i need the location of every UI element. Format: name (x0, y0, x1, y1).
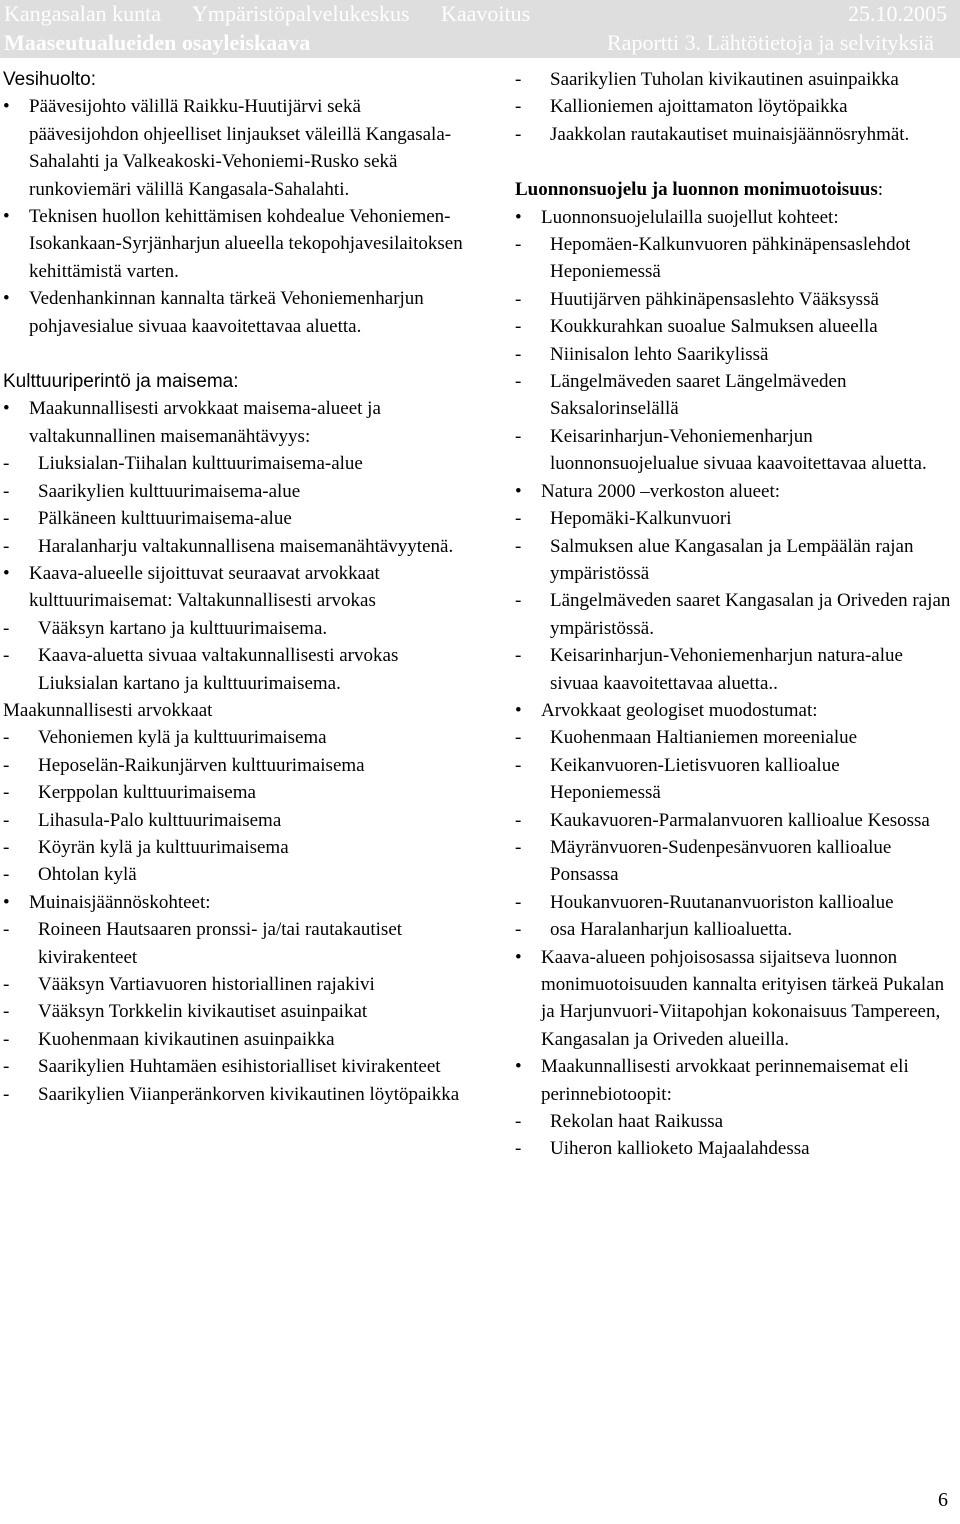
bullet-icon: • (515, 946, 522, 968)
bullet-icon: • (515, 699, 522, 721)
list-item: - Keisarinharjun-Vehoniemenharjun luonnonsuojelualue sivuaa kaavoitettavaa aluetta. (515, 425, 927, 475)
bullet-icon: • (3, 398, 10, 420)
list-item: - Jaakkolan rautakautiset muinaisjäännösryhmät. (515, 123, 910, 145)
list-item: - Saarikylien Huhtamäen esihistorialliset kivirakenteet (3, 1056, 441, 1078)
list-item: - Kaava-aluetta sivuaa valtakunnallisesti arvokas Liuksialan kartano ja kulttuurimaisema. (3, 645, 399, 694)
nature-heading: Luonnonsuojelu ja luonnon monimuotoisuus: (515, 179, 884, 201)
header-municipality: Kangasalan kunta (4, 1, 161, 26)
list-item: - Kuohenmaan Haltianiemen moreenialue (515, 727, 858, 749)
list-item: - Keisarinharjun-Vehoniemenharjun natura-alue sivuaa kaavoitettavaa aluetta.. (515, 645, 903, 694)
list-item: - Saarikylien Viianperänkorven kivikautinen löytöpaikka (3, 1083, 460, 1105)
bullet-icon: • (3, 288, 10, 310)
list-item: - Koukkurahkan suoalue Salmuksen alueella (515, 316, 878, 338)
list-item: - Houkanvuoren-Ruutananvuoriston kallioalue (515, 891, 894, 913)
bullet-icon: • (3, 96, 10, 118)
list-item: - Saarikylien kulttuurimaisema-alue (3, 480, 301, 502)
list-item: - Längelmäveden saaret Kangasalan ja Oriveden rajan ympäristössä. (515, 590, 951, 639)
header-row-2 (0, 28, 960, 58)
list-item: - Heposelän-Raikunjärven kulttuurimaisema (3, 754, 365, 776)
list-item: - Lihasula-Palo kulttuurimaisema (3, 809, 282, 831)
right-column (515, 66, 955, 1163)
bullet-icon: • (3, 562, 10, 584)
list-item: - Huutijärven pähkinäpensaslehto Vääksyssä (515, 288, 879, 310)
bullet-icon: • (3, 206, 10, 228)
water-bullet-3: • Vedenhankinnan kannalta tärkeä Vehoniemenharjun pohjavesialue sivuaa kaavoitettavaa aluetta. (3, 285, 465, 340)
header-plan-title: Maaseutualueiden osayleiskaava (4, 30, 311, 55)
water-heading: Vesihuolto: (3, 69, 96, 90)
left-column (3, 66, 465, 1108)
list-item: - Kerppolan kulttuurimaisema (3, 782, 256, 804)
list-item: - Niinisalon lehto Saarikylissä (515, 343, 769, 365)
header-date: 25.10.2005 (848, 1, 947, 26)
bullet-icon: • (515, 206, 522, 228)
north-bullet: • Kaava-alueen pohjoisosassa sijaitseva luonnon monimuotoisuuden kannalta erityisen tärkeä Pukalan ja Harjunvuori-Viitapohjan kokonaisuus Tampereen, Kangasalan ja Oriveden alueilla. (515, 944, 955, 1054)
heritage-bullet-2: • Kaava-alueelle sijoittuvat seuraavat arvokkaat kulttuurimaisemat: Valtakunnallisesti arvokas (3, 560, 465, 615)
list-item: - Köyrän kylä ja kulttuurimaisema (3, 836, 289, 858)
list-item: - Kallioniemen ajoittamaton löytöpaikka (515, 96, 848, 118)
bullet-icon: • (515, 480, 522, 502)
heritage-heading: Kulttuuriperintö ja maisema: (3, 371, 239, 393)
list-item: - Uiheron kallioketo Majaalahdessa (515, 1138, 810, 1160)
header-unit: Kaavoitus (441, 1, 531, 26)
regional-label: Maakunnallisesti arvokkaat (3, 699, 213, 721)
list-item: - Vääksyn kartano ja kulttuurimaisema. (3, 617, 328, 639)
list-item: - Mäyränvuoren-Sudenpesänvuoren kallioalue Ponsassa (515, 836, 892, 886)
header-department: Ympäristöpalvelukeskus (192, 1, 410, 26)
list-item: - Haralanharju valtakunnallisena maisemanähtävyytenä. (3, 535, 454, 557)
list-item: - Pälkäneen kulttuurimaisema-alue (3, 508, 292, 530)
bullet-icon: • (515, 1056, 522, 1078)
water-bullet-1: • Päävesijohto välillä Raikku-Huutijärvi sekä päävesijohdon ohjeelliset linjaukset väleillä Kangasala-Sahalahti ja Valkeakoski-Vehoniemi-Rusko sekä runkoviemäri välillä Kangasala-Sahalahti. (3, 93, 465, 203)
page-number: 6 (938, 1489, 948, 1511)
list-item: - Vääksyn Vartiavuoren historiallinen rajakivi (3, 974, 375, 995)
geo-label: • Arvokkaat geologiset muodostumat: (515, 697, 955, 724)
water-bullet-2: • Teknisen huollon kehittämisen kohdealue Vehoniemen-Isokankaan-Syrjänharjun alueella tekopohjavesilaitoksen kehittämistä varten. (3, 203, 465, 285)
list-item: - Vehoniemen kylä ja kulttuurimaisema (3, 727, 327, 749)
list-item: - Keikanvuoren-Lietisvuoren kallioalue Heponiemessä (515, 754, 840, 804)
list-item: - Ohtolan kylä (3, 864, 137, 886)
list-item: - Kuohenmaan kivikautinen asuinpaikka (3, 1028, 335, 1050)
list-item: - Vääksyn Torkkelin kivikautiset asuinpaikat (3, 1001, 368, 1023)
list-item: - Liuksialan-Tiihalan kulttuurimaisema-alue (3, 453, 363, 475)
list-item: - Rekolan haat Raikussa (515, 1111, 724, 1133)
list-item: - Hepomäki-Kalkunvuori (515, 508, 732, 530)
header-report: Raportti 3. Lähtötietoja ja selvityksiä (607, 30, 934, 55)
bullet-icon: • (3, 891, 10, 913)
protected-label: • Luonnonsuojelulailla suojellut kohteet: (515, 204, 955, 231)
list-item: - Salmuksen alue Kangasalan ja Lempäälän rajan ympäristössä (515, 535, 914, 584)
list-item: - osa Haralanharjun kallioaluetta. (515, 919, 793, 941)
natura-label: • Natura 2000 –verkoston alueet: (515, 478, 955, 505)
list-item: - Saarikylien Tuholan kivikautinen asuinpaikka (515, 69, 899, 90)
list-item: - Längelmäveden saaret Längelmäveden Saksalorinselällä (515, 371, 847, 420)
ancient-heading: • Muinaisjäännöskohteet: (3, 889, 465, 916)
traditional-label: • Maakunnallisesti arvokkaat perinnemaisemat eli perinnebiotoopit: (515, 1053, 955, 1108)
header-row-1 (0, 0, 960, 28)
list-item: - Hepomäen-Kalkunvuoren pähkinäpensaslehdot Heponiemessä (515, 234, 911, 283)
list-item: - Kaukavuoren-Parmalanvuoren kallioalue Kesossa (515, 809, 930, 831)
list-item: - Roineen Hautsaaren pronssi- ja/tai rautakautiset kivirakenteet (3, 919, 403, 968)
heritage-bullet-1: • Maakunnallisesti arvokkaat maisema-alueet ja valtakunnallinen maisemanähtävyys: (3, 395, 465, 450)
